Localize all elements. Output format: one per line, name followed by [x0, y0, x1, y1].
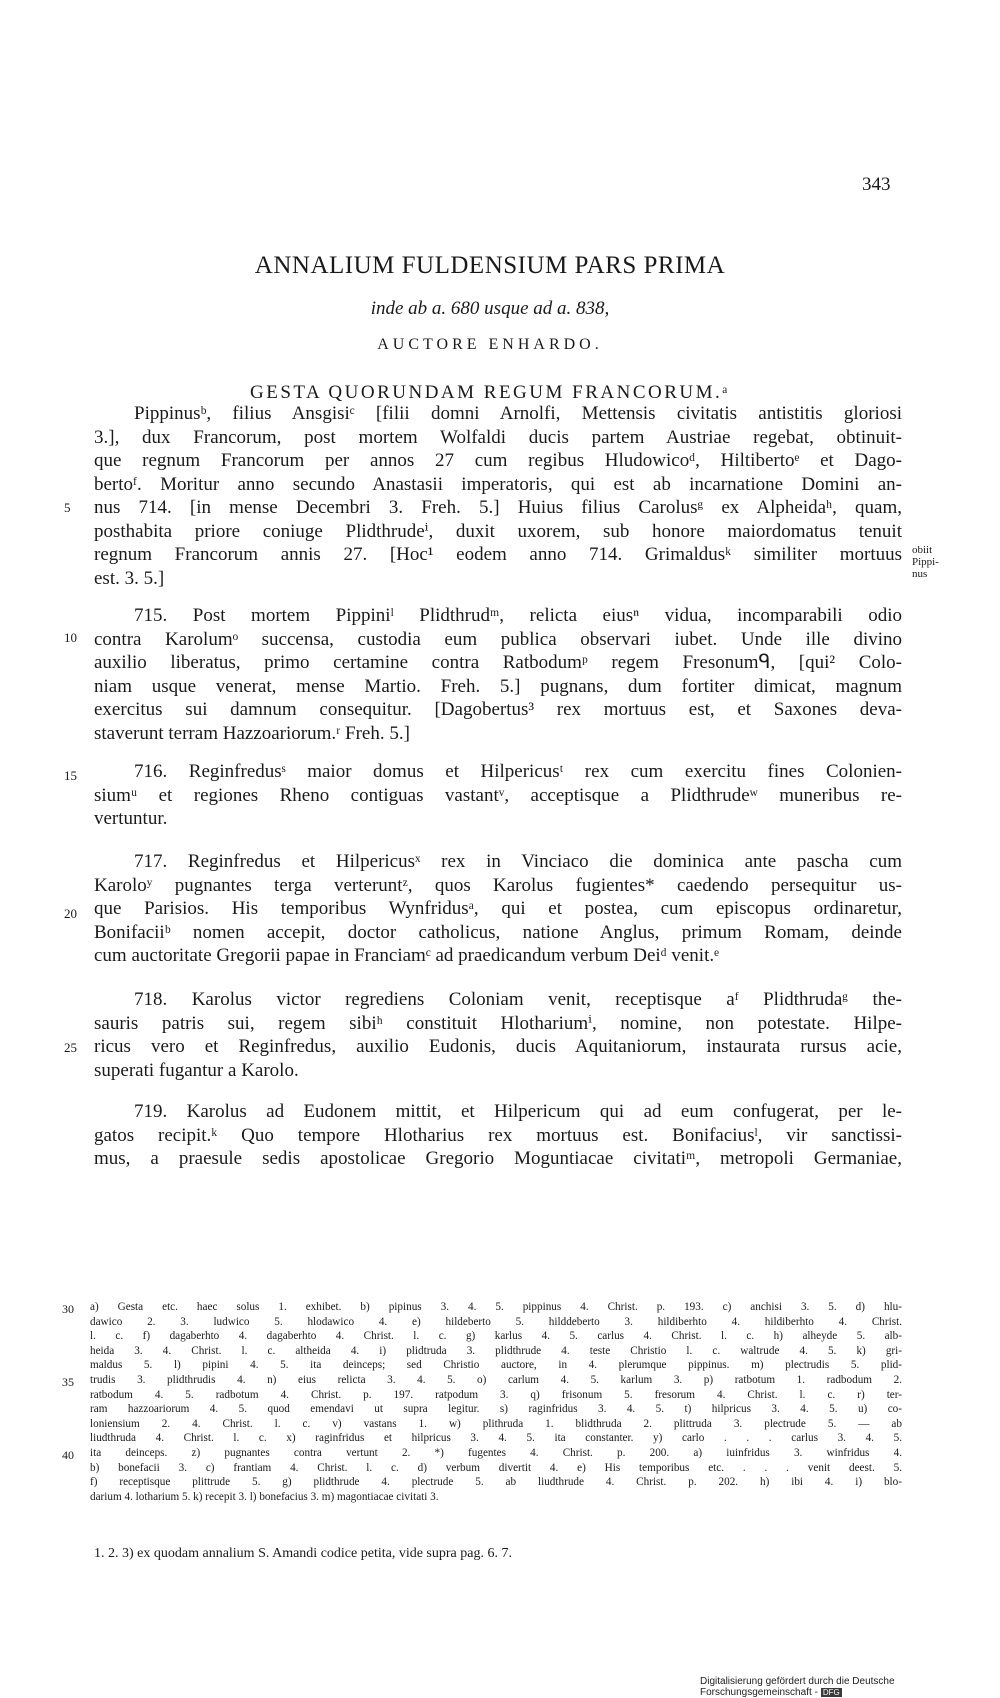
footnote-line: maldus 5. l) pipini 4. 5. ita deinceps; sed Christio auctore, in 4. plerumque pippinus. m) plectrudis 5. plid-	[90, 1359, 902, 1372]
text-line: exercitus sui damnum consequitur. [Dagobertus³ rex mortuus est, et Saxones deva-	[94, 699, 902, 720]
footnote-line-number: 35	[62, 1375, 74, 1389]
margin-note-line: nus	[912, 568, 928, 580]
text-line: 716. Reginfredusˢ maior domus et Hilpericusᵗ rex cum exercitu fines Colonien-	[134, 761, 902, 782]
footnote-line: liudthruda 4. Christ. l. c. x) raginfridus et hilpricus 3. 4. 5. ita constanter. y) carlo . . . carlus 3. 4. 5.	[90, 1432, 902, 1445]
footnote-line: a) Gesta etc. haec solus 1. exhibet. b) pipinus 3. 4. 5. pippinus 4. Christ. p. 193. c) anchisi 3. 5. d) hlu-	[90, 1301, 902, 1313]
page-title: ANNALIUM FULDENSIUM PARS PRIMA	[254, 252, 726, 279]
footnote-line: darium 4. lotharium 5. k) recepit 3. l) bonefacius 3. m) magontiacae civitati 3.	[90, 1490, 439, 1503]
text-line: ricus vero et Reginfredus, auxilio Eudonis, ducis Aquitaniorum, instaurata rursus acie,	[94, 1036, 902, 1057]
dfg-credit-text: Digitalisierung gefördert durch die Deutsche Forschungsgemeinschaft -	[700, 1676, 895, 1698]
footnote-line: trudis 3. plidthrudis 4. n) eius relicta 3. 4. 5. o) carlum 4. 5. karlum 3. p) ratbotum 1. radbodum 2.	[90, 1373, 902, 1386]
text-line: Karoloʸ pugnantes terga verteruntᶻ, quos Karolus fugientes* caedendo persequitur us-	[94, 874, 902, 896]
author-line: AUCTORE ENHARDO.	[377, 336, 603, 353]
footnote-line: f) receptisque plittrude 5. g) plidthrude 4. plectrude 5. ab liudthrude 4. Christ. p. 202. h) ibi 4. i) blo-	[90, 1476, 902, 1489]
paragraph-718	[94, 988, 902, 1082]
text-line: bertoᶠ. Moritur anno secundo Anastasii imperatoris, qui est ab incarnatione Domini an-	[94, 473, 902, 495]
text-line: posthabita priore coniuge Plidthrudeⁱ, duxit uxorem, sub honore maiordomatus tenuit	[94, 520, 902, 542]
footnote-line: heida 3. 4. Christ. l. c. altheida 4. i) plidtruda 3. plidthrude 4. teste Christio l. c. waltrude 4. 5. k) gri-	[90, 1344, 902, 1357]
footnote-line-number: 40	[62, 1448, 74, 1462]
text-line: sauris patris sui, regem sibiʰ constituit Hlothariumⁱ, nomine, non potestate. Hilpe-	[94, 1012, 902, 1034]
dfg-logo: DFG	[822, 1688, 840, 1697]
section-heading: GESTA QUORUNDAM REGUM FRANCORUM.ᵃ	[250, 382, 730, 403]
text-line: que regnum Francorum per annos 27 cum regibus Hludowicoᵈ, Hiltibertoᵉ et Dago-	[94, 450, 902, 471]
text-line: mus, a praesule sedis apostolicae Gregorio Moguntiacae civitatiᵐ, metropoli Germaniae,	[94, 1148, 902, 1169]
margin-note-line: Pippi-	[912, 556, 939, 568]
footnote-line-number: 30	[62, 1302, 74, 1316]
text-line: 718. Karolus victor regrediens Coloniam venit, receptisque aᶠ Plidthrudaᵍ the-	[134, 989, 902, 1010]
footnote-line: ram hazzoariorum 4. 5. quod emendavi ut supra legitur. s) raginfridus 3. 4. 5. t) hilpricus 3. 4. 5. u) co-	[90, 1403, 902, 1416]
text-line: Pippinusᵇ, filius Ansgisiᶜ [filii domni Arnolfi, Mettensis civitatis antistitis gloriosi	[134, 403, 902, 424]
line-number: 10	[64, 630, 77, 645]
text-line: gatos recipit.ᵏ Quo tempore Hlotharius rex mortuus est. Bonifaciusˡ, vir sanctissi-	[94, 1124, 902, 1146]
paragraph-715	[94, 604, 902, 745]
text-line: 715. Post mortem Pippiniˡ Plidthrudᵐ, relicta eiusⁿ vidua, incomparabili odio	[134, 605, 902, 626]
text-line: vertuntur.	[94, 808, 168, 829]
paragraph-pippinus	[94, 402, 902, 590]
footnotes	[90, 1300, 902, 1504]
text-line: 717. Reginfredus et Hilpericusˣ rex in Vinciaco die dominica ante pascha cum	[134, 851, 902, 872]
footnote-line: loniensium 2. 4. Christ. l. c. v) vastans 1. w) plithruda 1. blidthruda 2. plittruda 3. plectrude 5. — ab	[90, 1417, 902, 1430]
line-number: 15	[64, 768, 77, 783]
text-line: niam usque venerat, mense Martio. Freh. 5.] pugnans, dum fortiter dimicat, magnum	[94, 675, 902, 697]
text-line: 719. Karolus ad Eudonem mittit, et Hilpericum qui ad eum confugerat, per le-	[134, 1101, 902, 1122]
text-line: est. 3. 5.]	[94, 567, 165, 589]
line-number: 20	[64, 906, 77, 921]
page-number: 343	[862, 174, 891, 195]
line-number: 5	[64, 500, 71, 515]
text-line: cum auctoritate Gregorii papae in Franciamᶜ ad praedicandum verbum Deiᵈ venit.ᵉ	[94, 945, 719, 966]
footnote-line: b) bonefacii 3. c) frantiam 4. Christ. l. c. d) verbum divertit 4. e) His temporibus etc. . . . venit deest. 5.	[90, 1461, 902, 1474]
paragraph-717	[94, 850, 902, 968]
bottom-note: 1. 2. 3) ex quodam annalium S. Amandi codice petita, vide supra pag. 6. 7.	[94, 1546, 512, 1561]
subtitle: inde ab a. 680 usque ad a. 838,	[370, 298, 610, 319]
margin-note	[912, 544, 952, 580]
line-number: 25	[64, 1040, 77, 1055]
text-line: nus 714. [in mense Decembri 3. Freh. 5.] Huius filius Carolusᵍ ex Alpheidaʰ, quam,	[94, 497, 902, 518]
footnote-line: ita deinceps. z) pugnantes contra vertunt 2. *) fugentes 4. Christ. p. 200. a) iuinfridus 3. winfridus 4.	[90, 1446, 902, 1459]
footnote-line: l. c. f) dagaberhto 4. dagaberhto 4. Christ. l. c. g) karlus 4. 5. carlus 4. Christ. l. c. h) alheyde 5. alb-	[90, 1330, 902, 1343]
paragraph-719	[94, 1100, 902, 1171]
text-line: staverunt terram Hazzoariorum.ʳ Freh. 5.]	[94, 722, 410, 744]
text-line: Bonifaciiᵇ nomen accepit, doctor catholicus, natione Anglus, primum Romam, deinde	[94, 921, 902, 943]
text-line: auxilio liberatus, primo certamine contra Ratbodumᵖ regem Fresonumᑫ, [qui² Colo-	[94, 652, 902, 673]
footnote-line: ratbodum 4. 5. radbotum 4. Christ. p. 197. ratpodum 3. q) frisonum 5. fresorum 4. Christ. l. c. r) ter-	[90, 1388, 902, 1401]
text-line: siumᵘ et regiones Rheno contiguas vastantᵛ, acceptisque a Plidthrudeʷ muneribus re-	[94, 784, 902, 806]
footnote-line: dawico 2. 3. ludwico 5. hlodawico 4. e) hildeberto 5. hilddeberto 3. hildiberhto 4. hildiberhto 4. Christ.	[90, 1315, 902, 1328]
margin-note-line: obiit	[912, 544, 933, 556]
text-line: contra Karolumᵒ succensa, custodia eum publica observari iubet. Unde ille divino	[94, 628, 902, 650]
text-line: superati fugantur a Karolo.	[94, 1059, 299, 1081]
text-line: regnum Francorum annis 27. [Hoc¹ eodem anno 714. Grimaldusᵏ similiter mortuus	[94, 544, 902, 565]
text-line: que Parisios. His temporibus Wynfridusᵃ, qui et postea, cum episcopus ordinaretur,	[94, 898, 902, 919]
text-line: 3.], dux Francorum, post mortem Wolfaldi ducis partem Austriae regebat, obtinuit-	[94, 426, 902, 448]
paragraph-716	[94, 760, 902, 831]
